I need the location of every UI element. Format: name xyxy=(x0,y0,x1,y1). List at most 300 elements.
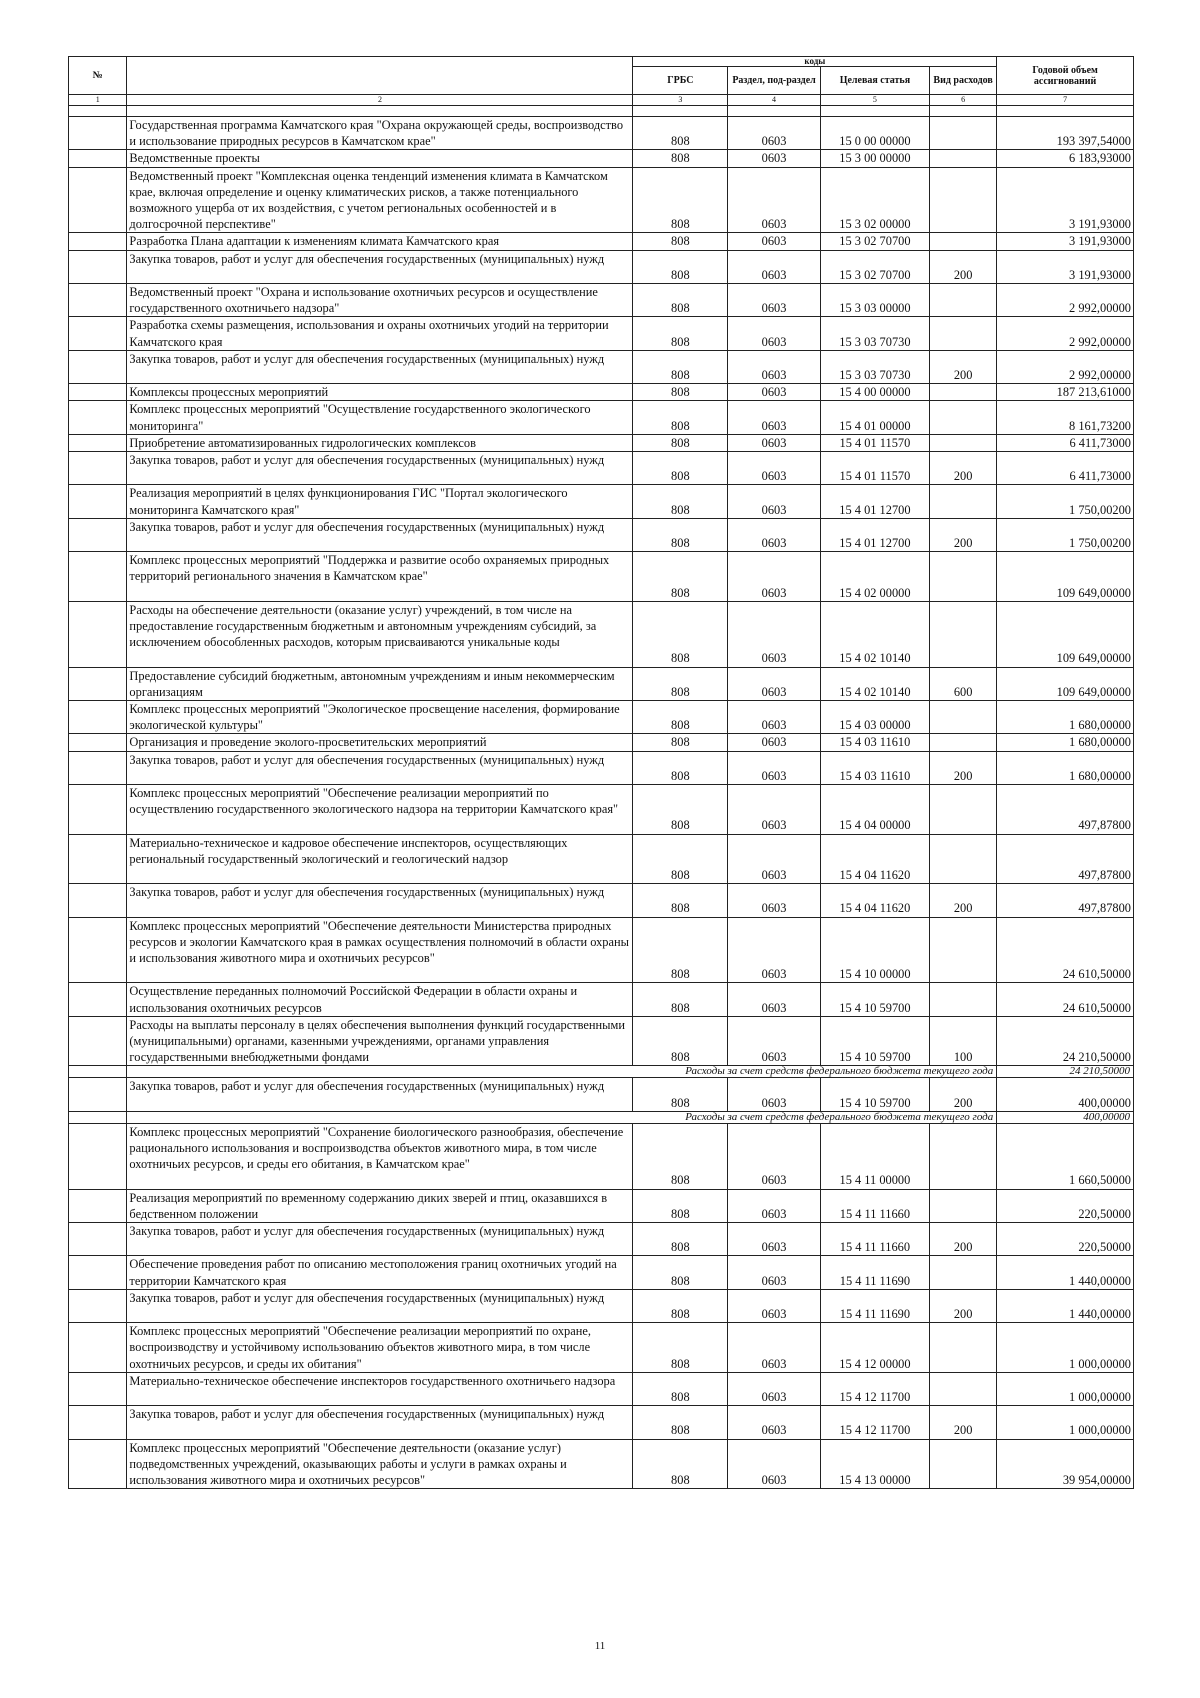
row-grbs: 808 xyxy=(633,785,728,835)
row-no xyxy=(69,1078,127,1111)
row-no xyxy=(69,1372,127,1405)
row-celevaya: 15 4 12 11700 xyxy=(820,1406,929,1439)
row-amount: 3 191,93000 xyxy=(997,233,1134,250)
row-no xyxy=(69,167,127,233)
row-name: Комплекс процессных мероприятий "Обеспечение реализации мероприятий по осуществлению государственного экологического надзора на территории Камчатского края" xyxy=(127,785,633,835)
row-name: Комплексы процессных мероприятий xyxy=(127,384,633,401)
row-grbs: 808 xyxy=(633,834,728,884)
row-vid xyxy=(929,701,996,734)
row-amount: 187 213,61000 xyxy=(997,384,1134,401)
row-name: Закупка товаров, работ и услуг для обеспечения государственных (муниципальных) нужд xyxy=(127,751,633,784)
table-row xyxy=(69,233,1134,250)
row-grbs: 808 xyxy=(633,1016,728,1066)
row-razdel: 0603 xyxy=(728,1256,821,1289)
row-no xyxy=(69,1323,127,1373)
row-name: Комплекс процессных мероприятий "Экологическое просвещение населения, формирование экологической культуры" xyxy=(127,701,633,734)
row-razdel: 0603 xyxy=(728,150,821,167)
row-celevaya: 15 4 01 11570 xyxy=(820,452,929,485)
row-grbs: 808 xyxy=(633,452,728,485)
row-celevaya: 15 4 11 11660 xyxy=(820,1189,929,1222)
row-razdel: 0603 xyxy=(728,117,821,150)
row-name: Разработка схемы размещения, использования и охраны охотничьих угодий на территории Камчатского края xyxy=(127,317,633,350)
row-vid xyxy=(929,917,996,983)
row-razdel: 0603 xyxy=(728,884,821,917)
row-grbs: 808 xyxy=(633,1078,728,1111)
row-razdel: 0603 xyxy=(728,1016,821,1066)
row-no xyxy=(69,485,127,518)
row-razdel: 0603 xyxy=(728,233,821,250)
row-grbs: 808 xyxy=(633,884,728,917)
row-grbs: 808 xyxy=(633,117,728,150)
row-grbs: 808 xyxy=(633,167,728,233)
row-vid xyxy=(929,1439,996,1489)
row-grbs: 808 xyxy=(633,552,728,602)
row-grbs: 808 xyxy=(633,485,728,518)
row-razdel: 0603 xyxy=(728,1439,821,1489)
row-vid xyxy=(929,601,996,667)
row-grbs: 808 xyxy=(633,917,728,983)
table-row xyxy=(69,401,1134,434)
row-amount: 39 954,00000 xyxy=(997,1439,1134,1489)
row-celevaya: 15 4 13 00000 xyxy=(820,1439,929,1489)
table-row xyxy=(69,667,1134,700)
row-name: Комплекс процессных мероприятий "Сохранение биологического разнообразия, обеспечение рационального использования и воспроизводства объектов животного мира, в том числе охотничьих ресурсов, и среды его обитания, в Камчатском крае" xyxy=(127,1123,633,1189)
row-no xyxy=(69,1223,127,1256)
row-no xyxy=(69,552,127,602)
row-celevaya: 15 4 01 12700 xyxy=(820,518,929,551)
row-no xyxy=(69,734,127,751)
table-row xyxy=(69,384,1134,401)
row-grbs: 808 xyxy=(633,384,728,401)
header-no: № xyxy=(69,57,127,95)
federal-note-row xyxy=(69,1111,1134,1123)
table-row xyxy=(69,1016,1134,1066)
row-vid xyxy=(929,284,996,317)
row-name: Разработка Плана адаптации к изменениям климата Камчатского края xyxy=(127,233,633,250)
row-celevaya: 15 4 11 11660 xyxy=(820,1223,929,1256)
row-vid xyxy=(929,233,996,250)
row-no xyxy=(69,350,127,383)
table-row xyxy=(69,250,1134,283)
row-grbs: 808 xyxy=(633,1189,728,1222)
table-row xyxy=(69,834,1134,884)
row-celevaya: 15 3 03 70730 xyxy=(820,317,929,350)
row-vid xyxy=(929,317,996,350)
row-vid xyxy=(929,1372,996,1405)
row-amount: 2 992,00000 xyxy=(997,317,1134,350)
table-row xyxy=(69,1189,1134,1222)
row-no xyxy=(69,452,127,485)
row-celevaya: 15 4 11 00000 xyxy=(820,1123,929,1189)
row-celevaya: 15 4 03 00000 xyxy=(820,701,929,734)
federal-note-text: Расходы за счет средств федерального бюджета текущего года xyxy=(127,1111,997,1123)
table-row xyxy=(69,167,1134,233)
row-razdel: 0603 xyxy=(728,167,821,233)
row-no xyxy=(69,150,127,167)
row-razdel: 0603 xyxy=(728,250,821,283)
row-name: Приобретение автоматизированных гидрологических комплексов xyxy=(127,434,633,451)
row-name: Ведомственные проекты xyxy=(127,150,633,167)
row-razdel: 0603 xyxy=(728,485,821,518)
row-amount: 6 411,73000 xyxy=(997,434,1134,451)
row-celevaya: 15 4 12 11700 xyxy=(820,1372,929,1405)
row-vid xyxy=(929,552,996,602)
row-razdel: 0603 xyxy=(728,667,821,700)
row-vid: 200 xyxy=(929,1406,996,1439)
row-amount: 1 680,00000 xyxy=(997,701,1134,734)
table-row xyxy=(69,485,1134,518)
row-vid xyxy=(929,1256,996,1289)
row-vid xyxy=(929,834,996,884)
row-grbs: 808 xyxy=(633,1256,728,1289)
row-amount: 1 680,00000 xyxy=(997,751,1134,784)
spacer-row xyxy=(69,106,1134,117)
row-name: Реализация мероприятий в целях функционирования ГИС "Портал экологического мониторинга Камчатского края" xyxy=(127,485,633,518)
row-vid xyxy=(929,734,996,751)
federal-note-row xyxy=(69,1066,1134,1078)
row-name: Комплекс процессных мероприятий "Обеспечение деятельности Министерства природных ресурсов и экологии Камчатского края в рамках осуществления полномочий в области охраны и использования животного мира и охотничьих ресурсов" xyxy=(127,917,633,983)
row-name: Осуществление переданных полномочий Российской Федерации в области охраны и использования охотничьих ресурсов xyxy=(127,983,633,1016)
row-amount: 193 397,54000 xyxy=(997,117,1134,150)
row-celevaya: 15 3 03 70730 xyxy=(820,350,929,383)
row-no xyxy=(69,284,127,317)
row-amount: 24 610,50000 xyxy=(997,983,1134,1016)
row-amount: 400,00000 xyxy=(997,1078,1134,1111)
row-razdel: 0603 xyxy=(728,1078,821,1111)
table-row xyxy=(69,434,1134,451)
row-grbs: 808 xyxy=(633,250,728,283)
row-grbs: 808 xyxy=(633,434,728,451)
header-kody: коды xyxy=(633,57,997,67)
table-row xyxy=(69,734,1134,751)
row-razdel: 0603 xyxy=(728,701,821,734)
row-razdel: 0603 xyxy=(728,350,821,383)
row-razdel: 0603 xyxy=(728,452,821,485)
row-no xyxy=(69,1123,127,1189)
row-celevaya: 15 4 02 00000 xyxy=(820,552,929,602)
table-row xyxy=(69,350,1134,383)
row-razdel: 0603 xyxy=(728,384,821,401)
row-no xyxy=(69,518,127,551)
row-grbs: 808 xyxy=(633,1372,728,1405)
header-vid: Вид расходов xyxy=(929,67,996,95)
row-grbs: 808 xyxy=(633,701,728,734)
row-razdel: 0603 xyxy=(728,1123,821,1189)
row-no xyxy=(69,384,127,401)
row-celevaya: 15 4 03 11610 xyxy=(820,751,929,784)
row-celevaya: 15 4 10 59700 xyxy=(820,983,929,1016)
table-row xyxy=(69,1372,1134,1405)
col-number: 3 xyxy=(633,95,728,106)
table-body xyxy=(69,117,1134,1489)
row-name: Закупка товаров, работ и услуг для обеспечения государственных (муниципальных) нужд xyxy=(127,1223,633,1256)
row-name: Комплекс процессных мероприятий "Обеспечение реализации мероприятий по охране, воспроизводству и устойчивому использованию объектов животного мира, в том числе охотничьих ресурсов, и среды их обитания" xyxy=(127,1323,633,1373)
row-name: Материально-техническое обеспечение инспекторов государственного охотничьего надзора xyxy=(127,1372,633,1405)
row-name: Комплекс процессных мероприятий "Поддержка и развитие особо охраняемых природных территорий регионального значения в Камчатском крае" xyxy=(127,552,633,602)
row-razdel: 0603 xyxy=(728,317,821,350)
row-razdel: 0603 xyxy=(728,401,821,434)
row-razdel: 0603 xyxy=(728,1289,821,1322)
table-row xyxy=(69,1439,1134,1489)
row-celevaya: 15 4 11 11690 xyxy=(820,1289,929,1322)
row-grbs: 808 xyxy=(633,518,728,551)
row-name: Закупка товаров, работ и услуг для обеспечения государственных (муниципальных) нужд xyxy=(127,250,633,283)
row-amount: 220,50000 xyxy=(997,1223,1134,1256)
row-name: Закупка товаров, работ и услуг для обеспечения государственных (муниципальных) нужд xyxy=(127,1406,633,1439)
table-row xyxy=(69,1323,1134,1373)
table-row xyxy=(69,317,1134,350)
row-celevaya: 15 4 04 00000 xyxy=(820,785,929,835)
row-no xyxy=(69,834,127,884)
col-number: 6 xyxy=(929,95,996,106)
row-name: Расходы на выплаты персоналу в целях обеспечения выполнения функций государственными (муниципальными) органами, казенными учреждениями, органами управления государственными внебюджетными фондами xyxy=(127,1016,633,1066)
row-vid: 200 xyxy=(929,250,996,283)
row-no xyxy=(69,401,127,434)
row-no xyxy=(69,1439,127,1489)
row-amount: 6 411,73000 xyxy=(997,452,1134,485)
row-no xyxy=(69,884,127,917)
col-number: 7 xyxy=(997,95,1134,106)
row-amount: 8 161,73200 xyxy=(997,401,1134,434)
row-amount: 1 440,00000 xyxy=(997,1289,1134,1322)
row-name: Организация и проведение эколого-просветительских мероприятий xyxy=(127,734,633,751)
header-godovoy: Годовой объем ассигнований xyxy=(997,57,1134,95)
row-razdel: 0603 xyxy=(728,917,821,983)
col-number: 4 xyxy=(728,95,821,106)
table-row xyxy=(69,884,1134,917)
row-razdel: 0603 xyxy=(728,734,821,751)
row-vid xyxy=(929,983,996,1016)
row-no xyxy=(69,250,127,283)
row-razdel: 0603 xyxy=(728,1406,821,1439)
row-name: Закупка товаров, работ и услуг для обеспечения государственных (муниципальных) нужд xyxy=(127,1078,633,1111)
row-grbs: 808 xyxy=(633,317,728,350)
row-vid xyxy=(929,384,996,401)
row-amount: 1 660,50000 xyxy=(997,1123,1134,1189)
row-no xyxy=(69,1111,127,1123)
row-celevaya: 15 4 00 00000 xyxy=(820,384,929,401)
row-razdel: 0603 xyxy=(728,834,821,884)
row-celevaya: 15 4 04 11620 xyxy=(820,834,929,884)
row-amount: 1 750,00200 xyxy=(997,485,1134,518)
row-vid xyxy=(929,1123,996,1189)
col-number: 1 xyxy=(69,95,127,106)
row-grbs: 808 xyxy=(633,983,728,1016)
row-grbs: 808 xyxy=(633,150,728,167)
table-row xyxy=(69,701,1134,734)
budget-table-sheet xyxy=(68,56,1134,1489)
row-vid: 600 xyxy=(929,667,996,700)
row-razdel: 0603 xyxy=(728,284,821,317)
table-row xyxy=(69,1289,1134,1322)
row-vid: 200 xyxy=(929,751,996,784)
row-amount: 1 000,00000 xyxy=(997,1323,1134,1373)
row-amount: 2 992,00000 xyxy=(997,284,1134,317)
row-celevaya: 15 0 00 00000 xyxy=(820,117,929,150)
row-vid: 200 xyxy=(929,518,996,551)
row-name: Реализация мероприятий по временному содержанию диких зверей и птиц, оказавшихся в бедственном положении xyxy=(127,1189,633,1222)
row-amount: 220,50000 xyxy=(997,1189,1134,1222)
table-row xyxy=(69,751,1134,784)
row-amount: 2 992,00000 xyxy=(997,350,1134,383)
row-celevaya: 15 4 02 10140 xyxy=(820,601,929,667)
row-vid: 200 xyxy=(929,350,996,383)
row-grbs: 808 xyxy=(633,1289,728,1322)
row-razdel: 0603 xyxy=(728,785,821,835)
row-celevaya: 15 4 01 12700 xyxy=(820,485,929,518)
row-vid xyxy=(929,485,996,518)
row-vid: 200 xyxy=(929,452,996,485)
row-name: Ведомственный проект "Охрана и использование охотничьих ресурсов и осуществление государственного охотничьего надзора" xyxy=(127,284,633,317)
row-no xyxy=(69,1016,127,1066)
row-amount: 24 610,50000 xyxy=(997,917,1134,983)
row-name: Обеспечение проведения работ по описанию местоположения границ охотничьих угодий на территории Камчатского края xyxy=(127,1256,633,1289)
table-row xyxy=(69,917,1134,983)
row-no xyxy=(69,667,127,700)
table-row xyxy=(69,150,1134,167)
row-grbs: 808 xyxy=(633,667,728,700)
row-no xyxy=(69,1406,127,1439)
row-amount: 497,87800 xyxy=(997,785,1134,835)
row-grbs: 808 xyxy=(633,350,728,383)
row-celevaya: 15 4 12 00000 xyxy=(820,1323,929,1373)
federal-note-amount: 400,00000 xyxy=(997,1111,1134,1123)
row-vid xyxy=(929,401,996,434)
page-number: 11 xyxy=(594,1640,606,1652)
header-razdel: Раздел, под-раздел xyxy=(728,67,821,95)
row-celevaya: 15 3 00 00000 xyxy=(820,150,929,167)
row-razdel: 0603 xyxy=(728,1372,821,1405)
col-number: 2 xyxy=(127,95,633,106)
row-grbs: 808 xyxy=(633,601,728,667)
table-row xyxy=(69,1223,1134,1256)
column-number-row xyxy=(69,95,1134,106)
row-celevaya: 15 4 03 11610 xyxy=(820,734,929,751)
row-grbs: 808 xyxy=(633,734,728,751)
row-amount: 1 440,00000 xyxy=(997,1256,1134,1289)
row-celevaya: 15 4 11 11690 xyxy=(820,1256,929,1289)
row-name: Закупка товаров, работ и услуг для обеспечения государственных (муниципальных) нужд xyxy=(127,452,633,485)
row-celevaya: 15 4 10 59700 xyxy=(820,1016,929,1066)
table-row xyxy=(69,785,1134,835)
row-grbs: 808 xyxy=(633,751,728,784)
table-row xyxy=(69,1123,1134,1189)
row-amount: 1 000,00000 xyxy=(997,1406,1134,1439)
row-vid: 200 xyxy=(929,1078,996,1111)
row-no xyxy=(69,1256,127,1289)
table-row xyxy=(69,1256,1134,1289)
row-no xyxy=(69,1289,127,1322)
row-grbs: 808 xyxy=(633,284,728,317)
table-row xyxy=(69,601,1134,667)
row-grbs: 808 xyxy=(633,1223,728,1256)
row-no xyxy=(69,785,127,835)
row-celevaya: 15 3 02 00000 xyxy=(820,167,929,233)
row-amount: 1 680,00000 xyxy=(997,734,1134,751)
row-no xyxy=(69,751,127,784)
row-no xyxy=(69,701,127,734)
row-razdel: 0603 xyxy=(728,434,821,451)
row-celevaya: 15 3 02 70700 xyxy=(820,250,929,283)
row-amount: 3 191,93000 xyxy=(997,250,1134,283)
row-no xyxy=(69,983,127,1016)
row-vid xyxy=(929,1323,996,1373)
row-name: Ведомственный проект "Комплексная оценка тенденций изменения климата в Камчатском крае, включая определение и оценку климатических рисков, а также потенциального возможного ущерба от их воздействия, с учетом региональных особенностей и в долгосрочной перспективе" xyxy=(127,167,633,233)
row-razdel: 0603 xyxy=(728,1223,821,1256)
row-no xyxy=(69,1066,127,1078)
row-no xyxy=(69,434,127,451)
row-no xyxy=(69,917,127,983)
row-celevaya: 15 4 01 00000 xyxy=(820,401,929,434)
row-grbs: 808 xyxy=(633,1406,728,1439)
row-grbs: 808 xyxy=(633,401,728,434)
row-razdel: 0603 xyxy=(728,983,821,1016)
table-row xyxy=(69,552,1134,602)
row-razdel: 0603 xyxy=(728,1323,821,1373)
row-name: Закупка товаров, работ и услуг для обеспечения государственных (муниципальных) нужд xyxy=(127,350,633,383)
row-name: Закупка товаров, работ и услуг для обеспечения государственных (муниципальных) нужд xyxy=(127,884,633,917)
row-vid xyxy=(929,117,996,150)
row-vid: 200 xyxy=(929,1289,996,1322)
row-name: Государственная программа Камчатского края "Охрана окружающей среды, воспроизводство и использование природных ресурсов в Камчатском крае" xyxy=(127,117,633,150)
table-row xyxy=(69,1078,1134,1111)
table-row xyxy=(69,983,1134,1016)
row-no xyxy=(69,117,127,150)
row-name: Расходы на обеспечение деятельности (оказание услуг) учреждений, в том числе на предоставление государственным бюджетным и автономным учреждениям субсидий, за исключением обособленных расходов, которым присваиваются уникальные коды xyxy=(127,601,633,667)
row-razdel: 0603 xyxy=(728,1189,821,1222)
row-name: Закупка товаров, работ и услуг для обеспечения государственных (муниципальных) нужд xyxy=(127,1289,633,1322)
row-grbs: 808 xyxy=(633,1323,728,1373)
row-celevaya: 15 3 03 00000 xyxy=(820,284,929,317)
row-grbs: 808 xyxy=(633,233,728,250)
row-amount: 109 649,00000 xyxy=(997,552,1134,602)
row-amount: 24 210,50000 xyxy=(997,1016,1134,1066)
row-celevaya: 15 4 10 59700 xyxy=(820,1078,929,1111)
row-amount: 497,87800 xyxy=(997,884,1134,917)
row-razdel: 0603 xyxy=(728,751,821,784)
row-razdel: 0603 xyxy=(728,601,821,667)
header-name xyxy=(127,57,633,95)
row-vid xyxy=(929,1189,996,1222)
row-vid: 200 xyxy=(929,884,996,917)
federal-note-text: Расходы за счет средств федерального бюджета текущего года xyxy=(127,1066,997,1078)
row-razdel: 0603 xyxy=(728,518,821,551)
row-grbs: 808 xyxy=(633,1123,728,1189)
header-grbs: ГРБС xyxy=(633,67,728,95)
row-amount: 109 649,00000 xyxy=(997,601,1134,667)
row-vid xyxy=(929,167,996,233)
row-celevaya: 15 4 10 00000 xyxy=(820,917,929,983)
col-number: 5 xyxy=(820,95,929,106)
row-grbs: 808 xyxy=(633,1439,728,1489)
row-vid: 200 xyxy=(929,1223,996,1256)
header-celevaya: Целевая статья xyxy=(820,67,929,95)
table-row xyxy=(69,284,1134,317)
row-celevaya: 15 4 02 10140 xyxy=(820,667,929,700)
row-razdel: 0603 xyxy=(728,552,821,602)
table-row xyxy=(69,117,1134,150)
row-amount: 6 183,93000 xyxy=(997,150,1134,167)
row-name: Предоставление субсидий бюджетным, автономным учреждениям и иным некоммерческим организациям xyxy=(127,667,633,700)
row-amount: 1 000,00000 xyxy=(997,1372,1134,1405)
row-no xyxy=(69,317,127,350)
row-name: Материально-техническое и кадровое обеспечение инспекторов, осуществляющих региональный государственный экологический и геологический надзор xyxy=(127,834,633,884)
table-row xyxy=(69,1406,1134,1439)
row-no xyxy=(69,1189,127,1222)
row-vid xyxy=(929,434,996,451)
row-amount: 109 649,00000 xyxy=(997,667,1134,700)
row-no xyxy=(69,601,127,667)
